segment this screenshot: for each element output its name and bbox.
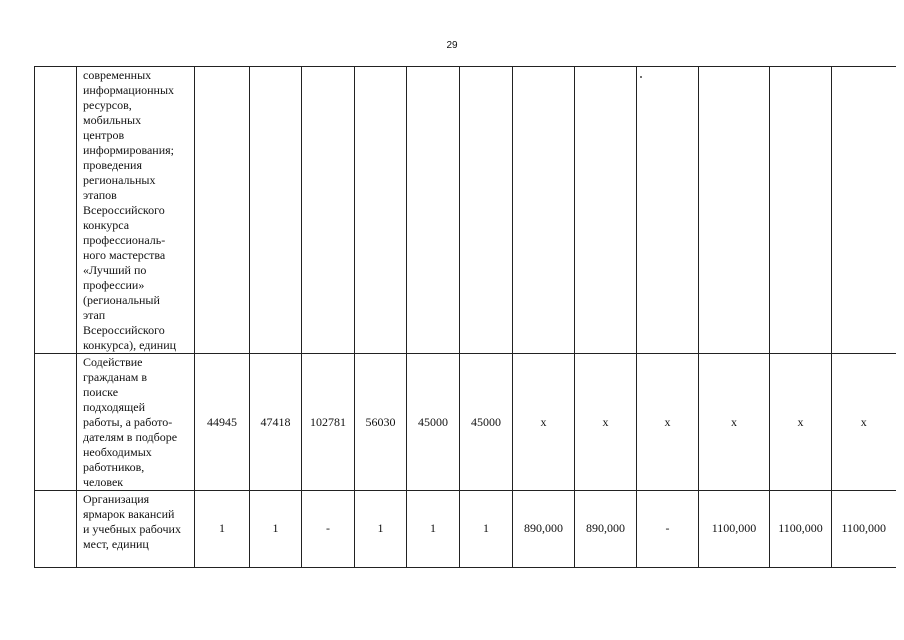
value-cell	[460, 67, 513, 354]
value-cell	[250, 67, 302, 354]
value-cell: 1	[195, 491, 250, 568]
value-cell: 44945	[195, 354, 250, 491]
value-cell: x	[637, 354, 699, 491]
value-cell: x	[575, 354, 637, 491]
value-cell: x	[513, 354, 575, 491]
value-cell	[770, 67, 832, 354]
value-cell	[302, 67, 355, 354]
table-row	[35, 67, 896, 354]
value-cell: 1100,000	[699, 491, 770, 568]
value-cell: 1	[407, 491, 460, 568]
value-cell: 45000	[407, 354, 460, 491]
value-cell: -	[637, 491, 699, 568]
value-cell: 1	[355, 491, 407, 568]
value-cell: 890,000	[575, 491, 637, 568]
value-cell: 45000	[460, 354, 513, 491]
row-number-cell	[35, 67, 77, 354]
table-row	[35, 354, 896, 491]
data-table	[34, 66, 896, 568]
value-cell	[699, 67, 770, 354]
row-description: современных информационных ресурсов, мобильных центров информирования; проведения региональных этапов Всероссийского конкурса профессиональ- ного мастерства «Лучший по профессии» (региональный этап Всероссийского конкурса), единиц	[77, 67, 195, 354]
row-number-cell	[35, 354, 77, 491]
row-number-cell	[35, 491, 77, 568]
value-cell: 1100,000	[832, 491, 896, 568]
value-cell: 890,000	[513, 491, 575, 568]
value-cell: 1	[460, 491, 513, 568]
value-cell: x	[770, 354, 832, 491]
value-cell: 1100,000	[770, 491, 832, 568]
page-number: 29	[446, 40, 458, 51]
row-description: Организация ярмарок вакансий и учебных рабочих мест, единиц	[77, 491, 195, 568]
value-cell	[513, 67, 575, 354]
value-cell	[575, 67, 637, 354]
value-cell: x	[699, 354, 770, 491]
value-cell: 47418	[250, 354, 302, 491]
value-cell: -	[302, 491, 355, 568]
value-cell: 1	[250, 491, 302, 568]
row-description: Содействие гражданам в поиске подходящей работы, а работо- дателям в подборе необходимых работников, человек	[77, 354, 195, 491]
table-row	[35, 491, 896, 568]
value-cell	[195, 67, 250, 354]
value-cell: x	[832, 354, 896, 491]
value-cell: 102781	[302, 354, 355, 491]
value-cell	[407, 67, 460, 354]
value-cell	[637, 67, 699, 354]
value-cell	[355, 67, 407, 354]
value-cell: 56030	[355, 354, 407, 491]
value-cell	[832, 67, 896, 354]
